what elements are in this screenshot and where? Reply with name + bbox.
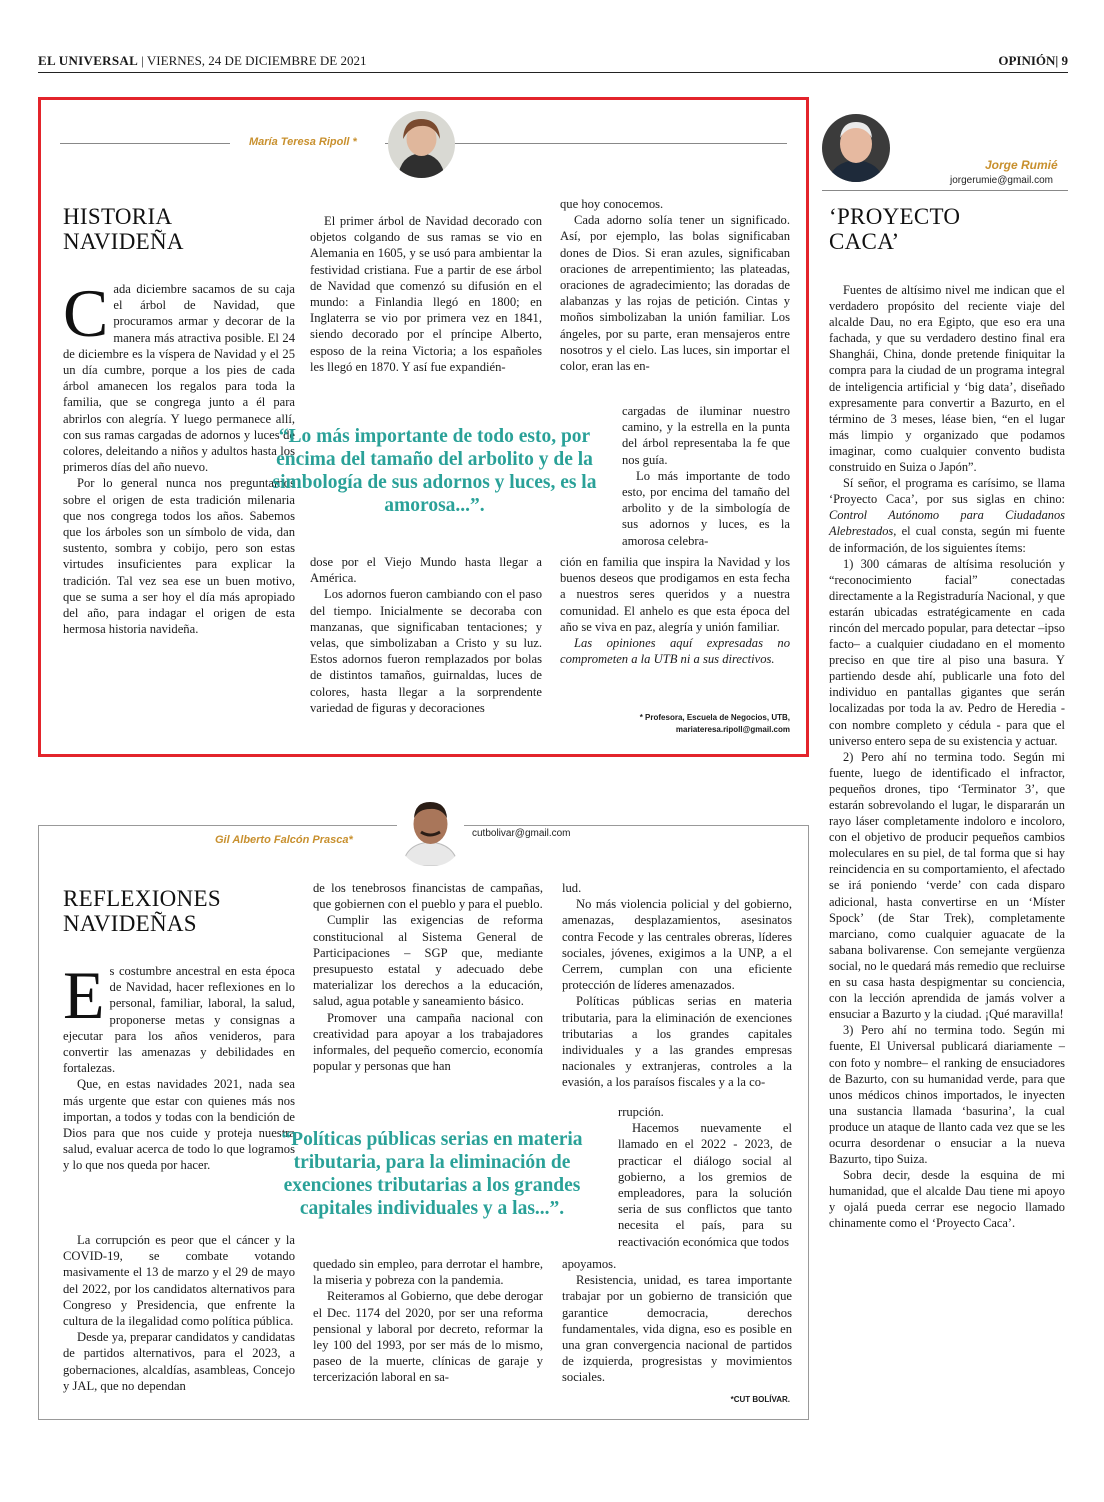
author-photo-icon: [822, 114, 890, 182]
article-title: [63, 886, 263, 936]
author-photo: [397, 792, 464, 866]
paragraph: Los adornos fueron cambiando con el paso del tiempo. Inicialmente se decoraba con manzanas, que significaban tentaciones; y velas, que simbolizaban a Cristo y su luz. Estos adornos fueron remplazados por bolas de distintos tamaños, guirnaldas, luces de colores, hasta llegar a la sorprendente variedad de figuras y decoraciones: [310, 587, 542, 715]
article-column: [829, 282, 1065, 1232]
pull-quote: “Lo más importante de todo esto, por encima del tamaño del arbolito y de la simbología de sus adornos y luces, es la amorosa...”.: [272, 426, 597, 516]
author-name: Gil Alberto Falcón Prasca*: [215, 834, 353, 846]
paragraph: dose por el Viejo Mundo hasta llegar a América.: [310, 555, 542, 586]
paragraph: Fuentes de altísimo nivel me indican que el verdadero propósito del reciente viaje del alcalde Dau, no era Egipto, que eso era una fachada, y que su verdadero destino final era Shanghái, China, donde pretende finiquitar la compra para la ciudad de un programa integral de inteligencia artificial y ‘big data’, diseñado expresamente para convertir a Bazurto, en el término de 3 meses, léase bien, “en el lugar más limpio y organizado que podamos imaginar, como cualquier convento budista construido en Suiza o Japón”.: [829, 283, 1065, 475]
article-column: [310, 554, 542, 716]
section-label: OPINIÓN| 9: [998, 53, 1068, 68]
paragraph: Cada adorno solía tener un significado. Así, por ejemplo, las bolas significaban dones de Dios. Si eran azules, significaban oraciones de arrepentimiento; las plateadas, oraciones de agradecimiento; las doradas de alabanzas y las rojas de petición. Cintas y moños simbolizaban la unión familiar. Los ángeles, por su parte, eran mensajeros entre nosotros y el cielo. Las luces, sin importar el color, eran las en-: [560, 213, 790, 374]
text-segment: Sí señor, el programa es carísimo, se llama ‘Proyecto Caca’, por sus siglas en chino:: [829, 476, 1065, 507]
paragraph: [829, 475, 1065, 555]
article-column: [63, 1232, 295, 1394]
paragraph: La corrupción es peor que el cáncer y la COVID-19, se combate votando masivamente el 13 de marzo y el 29 de mayo del 2022, por los candidatos alternativos para Congreso y Presidencia, que enfrente la cultura de la ilegalidad como política pública.: [63, 1233, 295, 1329]
disclaimer: Las opiniones aquí expresadas no comprometen a la UTB ni a sus directivos.: [560, 636, 790, 667]
title-line: NAVIDEÑAS: [63, 911, 197, 936]
author-photo-icon: [397, 792, 464, 866]
article-column: [562, 880, 792, 1091]
paragraph: 3) Pero ahí no termina todo. Según mi fuente, El Universal publicará diariamente –con foto y nombre– el ranking de ensuciadores de Bazurto, con su humanidad verde, para que unos médicos chinos importados, le inyecten una sustancia llamada ‘basurina’, la cual produce un ataque de llanto cada vez que se les ocurra desordenar o ensuciar a la nueva Bazurto, tipo Suiza.: [829, 1023, 1065, 1167]
author-name: María Teresa Ripoll *: [249, 136, 357, 148]
title-line: HISTORIA: [63, 204, 173, 229]
paragraph: cargadas de iluminar nuestro camino, y la estrella en la punta del árbol representaba la fe que nos guía.: [622, 404, 790, 467]
article-column: [310, 213, 542, 375]
paragraph: ada diciembre sacamos de su caja el árbol de Navidad, que procuramos armar y decorar de la manera más atractiva posible. El 24 de diciembre es la víspera de Navidad y el 25 un día cumbre, porque a los pies de cada árbol amanecen los regalos para toda la familia, que se congrega junto a él para abrirlos con alegría. Y luego permanece allí, con sus ramas cargadas de adornos y luces de colores, deleitando a niños y adultos hasta los primeros días del año nuevo.: [63, 282, 295, 475]
footnote: *CUT BOLÍVAR.: [730, 1395, 790, 1404]
drop-cap: C: [63, 275, 109, 351]
paragraph: apoyamos.: [562, 1257, 617, 1271]
paragraph: Políticas públicas serias en materia tributaria, para la eliminación de exenciones tributarias a los grandes capitales individuales y a las grandes empresas nacionales y extranjeras, controles a la evasión, a los paraísos fiscales y a la co-: [562, 994, 792, 1090]
paragraph: El primer árbol de Navidad decorado con objetos colgando de sus ramas se vio en Alemania en 1605, y se usó para ambientar la festividad cristiana. Fue a partir de ese árbol de Navidad que comenzó su difusión en el mundo: a Finlandia llegó en 1800; en Inglaterra se vio por primera vez en 1841, siendo decorado por el príncipe Alberto, esposo de la reina Victoria; a los españoles les llegó en 1870. Y así fue expandién-: [310, 214, 542, 374]
paragraph: s costumbre ancestral en esta época de Navidad, hacer reflexiones en lo personal, familiar, laboral, la salud, proponerse metas y consignas a ejecutar para los años venideros, para convertir las amenazas y debilidades en fortalezas.: [63, 964, 295, 1076]
paragraph: Desde ya, preparar candidatos y candidatas de partidos alternativos, para el 2023, a gobernaciones, alcaldías, asambleas, Concejo y JAL, que no dependan: [63, 1330, 295, 1393]
masthead-left: [38, 53, 366, 69]
author-email: jorgerumie@gmail.com: [950, 175, 1053, 186]
author-photo: [388, 111, 455, 178]
paragraph: No más violencia policial y del gobierno, amenazas, desplazamientos, asesinatos contra Fecode y las centrales obreras, líderes sociales, jóvenes, exigimos a la UNP, a el Cerrem, cumplan con una eficiente protección de líderes amenazados.: [562, 897, 792, 993]
text-segment: , el cual consta, según mi fuente de información, de los siguientes ítems:: [829, 524, 1065, 555]
author-name: Jorge Rumié: [985, 158, 1058, 172]
drop-cap: E: [63, 957, 105, 1033]
paragraph: 2) Pero ahí no termina todo. Según mi fuente, luego de identificado el infractor, pequeños drones, tipo ‘Terminator 3’, que estarán sobrevolando el lugar, le dispararán un rayo láser completamente indoloro e incoloro, con el objetivo de producir pequeños cambios moleculares en su piel, de tal forma que si hay reincidencia en su comportamiento, el afectado se irá poniendo ‘verde’ con cada disparo adicional, hasta convertirse en un ‘Míster Spock’ (de Star Trek), completamente marciano, como cualquier aguacate de la sabana bolivarense. Con semejante vergüenza social, no le quedará más remedio que recluirse en su casa hasta despigmentar su conciencia, con la lección aprendida de jamás volver a ensuciar a Bazurto y la ciudad. ¡Qué maravilla!: [829, 749, 1065, 1022]
paragraph: rrupción.: [618, 1105, 664, 1119]
title-line: ‘PROYECTO: [829, 204, 961, 229]
article-column: [622, 403, 790, 549]
article-column: [313, 880, 543, 1074]
title-line: CACA’: [829, 229, 900, 254]
byline-rule: [822, 190, 1068, 191]
title-line: REFLEXIONES: [63, 886, 221, 911]
byline-rule: [60, 143, 230, 144]
masthead-date: | VIERNES, 24 DE DICIEMBRE DE 2021: [141, 53, 367, 68]
footnote-line: * Profesora, Escuela de Negocios, UTB,: [639, 713, 790, 722]
article-column: [562, 1256, 792, 1386]
masthead: [38, 50, 1068, 73]
pull-quote: “Políticas públicas serias en materia tributaria, para la eliminación de exenciones tributarias a los grandes capitales individuales y a las...”.: [281, 1129, 583, 1219]
author-email: cutbolivar@gmail.com: [472, 828, 571, 839]
paragraph: que hoy conocemos.: [560, 197, 664, 211]
paragraph: Por lo general nunca nos preguntamos sobre el origen de esta tradición milenaria que nos congrega todos los años. Sabemos que los árboles son un símbolo de vida, dan sustento, sombra y cobijo, pero son estas virtudes insuficientes para explicar la tradición. Tal vez sea ese un buen motivo, que se suma a ser hoy el día más apropiado del año, para indagar el origen de esta hermosa historia navideña.: [63, 476, 295, 637]
paragraph: Promover una campaña nacional con creatividad para apoyar a los trabajadores informales, del pequeño comercio, economía popular y personas que han: [313, 1010, 543, 1074]
paragraph: de los tenebrosos financistas de campañas, que gobiernen con el pueblo y para el pueblo.: [313, 881, 543, 912]
footnote: [560, 712, 790, 736]
paragraph: Reiteramos al Gobierno, que debe derogar el Dec. 1174 del 2020, por ser una reforma pensional y laboral por decreto, reformar la ley 100 del 1993, por ser más de lo mismo, paseo de la muerte, clínicas de garaje y tercerización laboral en sa-: [313, 1289, 543, 1385]
paragraph: Hacemos nuevamente el llamado en el 2022 - 2023, de practicar el diálogo social al gobierno, a los gremios de empleadores, para la solución seria de sus conflictos que tanto necesita el país, para su reactivación económica que todos: [618, 1121, 792, 1249]
author-photo: [822, 114, 890, 182]
article-title: [829, 204, 1029, 254]
article-column: [313, 1256, 543, 1386]
article-column: [560, 554, 790, 667]
paragraph: 1) 300 cámaras de altísima resolución y “reconocimiento facial” conectadas directamente a la Registraduría Nacional, y que estarán ubicadas estratégicamente en cada rincón del mercado popular, para detectar –ipso facto– a cualquier ciudadano en el momento preciso en que tire al piso una basura. Y partiendo desde ahí, publicarle una foto del individuo en pantallas gigantes que serán localizadas por toda la av. Pedro de Heredia - con nombre completo y cédula - para que el universo entero sepa de su existencia y actuar.: [829, 556, 1065, 748]
paragraph: Sobra decir, desde la esquina de mi humanidad, que el alcalde Dau tiene mi apoyo y ojalá pueda cerrar ese negocio llamado chinamente como el ‘Proyecto Caca’.: [829, 1168, 1065, 1231]
paragraph: Lo más importante de todo esto, por encima del tamaño del arbolito y de la simbología de sus adornos y luces, es la amorosa celebra-: [622, 468, 790, 548]
footnote-email: mariateresa.ripoll@gmail.com: [675, 725, 790, 734]
acronym-expansion: Control Autónomo para Ciudadanos Alebrestados: [829, 508, 1065, 539]
title-line: NAVIDEÑA: [63, 229, 184, 254]
paragraph: Resistencia, unidad, es tarea importante trabajar por un gobierno de transición que garantice democracia, derechos fundamentales, vida digna, eso es posible en una gran convergencia nacional de partidos de izquierda, progresistas y movimientos sociales.: [562, 1273, 792, 1385]
article-column: [560, 196, 790, 374]
author-photo-icon: [388, 111, 455, 178]
paragraph: quedado sin empleo, para derrotar el hambre, la miseria y pobreza con la pandemia.: [313, 1257, 543, 1288]
paragraph: lud.: [562, 881, 582, 895]
article-column: [618, 1104, 792, 1250]
paragraph: Que, en estas navidades 2021, nada sea más urgente que estar con quienes más nos importan, a todos y todas con la bendición de Dios para que nos cuide y proteja nuestra salud, evaluar acerca de todo lo que logramos y lo que nos queda por hacer.: [63, 1077, 295, 1173]
article-title: [63, 204, 243, 254]
paragraph: ción en familia que inspira la Navidad y los buenos deseos que prodigamos en esta fecha a nuestros seres queridos y a nuestra comunidad. El anhelo es que esta época del año se viva en paz, alegría y unión familiar.: [560, 555, 790, 634]
paragraph: Cumplir las exigencias de reforma constitucional al Sistema General de Participaciones – SGP que, mediante presupuesto estatal y adecuado debe materializar los derechos a la educación, salud, agua potable y saneamiento básico.: [313, 913, 543, 1009]
article-column: [63, 275, 295, 637]
paper-name: EL UNIVERSAL: [38, 53, 139, 68]
